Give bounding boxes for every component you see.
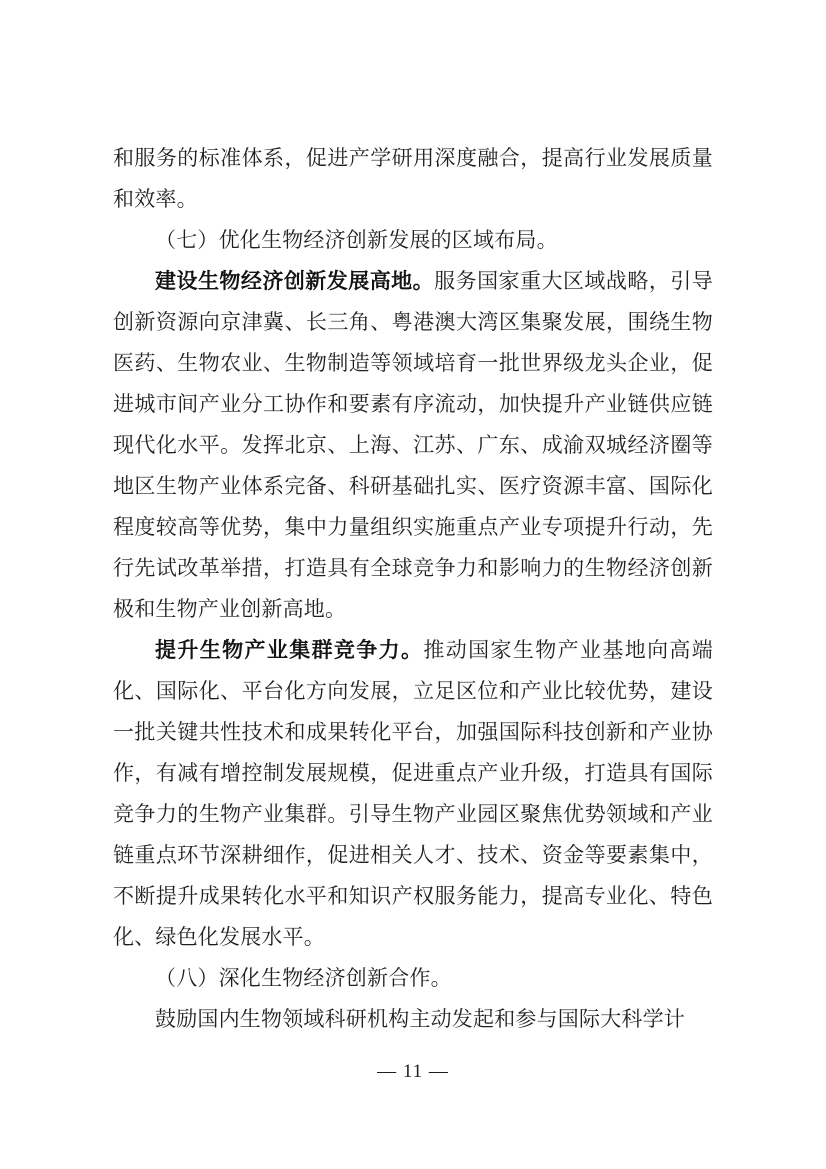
- bold-lead-text: 建设生物经济创新发展高地。: [155, 269, 435, 293]
- para-industry-cluster-competitiveness: [113, 630, 713, 958]
- body-text-run: （八）深化生物经济创新合作。: [155, 966, 452, 990]
- page-footer: [0, 1060, 826, 1084]
- body-text-run: 鼓励国内生物领域科研机构主动发起和参与国际大科学计: [155, 1007, 685, 1031]
- heading-section-8: [113, 958, 713, 999]
- body-text-run: 和服务的标准体系，促进产学研用深度融合，提高行业发展质量和效率。: [113, 146, 713, 211]
- body-text-run: 推动国家生物产业基地向高端化、国际化、平台化方向发展，立足区位和产业比较优势，建设一批关键共性技术和成果转化平台，加强国际科技创新和产业协作，有减有增控制发展规模，促进重点产业升级，打造具有国际竞争力的生物产业集群。引导生物产业园区聚焦优势领域和产业链重点环节深耕细作，促进相关人才、技术、资金等要素集中，不断提升成果转化水平和知识产权服务能力，提高专业化、特色化、绿色化发展水平。: [113, 638, 713, 949]
- heading-section-7: [113, 220, 713, 261]
- para-international-cooperation: [113, 999, 713, 1040]
- document-body: [113, 138, 713, 1040]
- body-text-run: （七）优化生物经济创新发展的区域布局。: [155, 228, 558, 252]
- para-continued-from-previous-page: [113, 138, 713, 220]
- para-build-innovation-highland: [113, 261, 713, 630]
- body-text-run: 服务国家重大区域战略，引导创新资源向京津冀、长三角、粤港澳大湾区集聚发展，围绕生物医药、生物农业、生物制造等领域培育一批世界级龙头企业，促进城市间产业分工协作和要素有序流动，加快提升产业链供应链现代化水平。发挥北京、上海、江苏、广东、成渝双城经济圈等地区生物产业体系完备、科研基础扎实、医疗资源丰富、国际化程度较高等优势，集中力量组织实施重点产业专项提升行动，先行先试改革举措，打造具有全球竞争力和影响力的生物经济创新极和生物产业创新高地。: [113, 269, 713, 621]
- page-number: — 11 —: [377, 1061, 449, 1082]
- bold-lead-text: 提升生物产业集群竞争力。: [155, 638, 424, 662]
